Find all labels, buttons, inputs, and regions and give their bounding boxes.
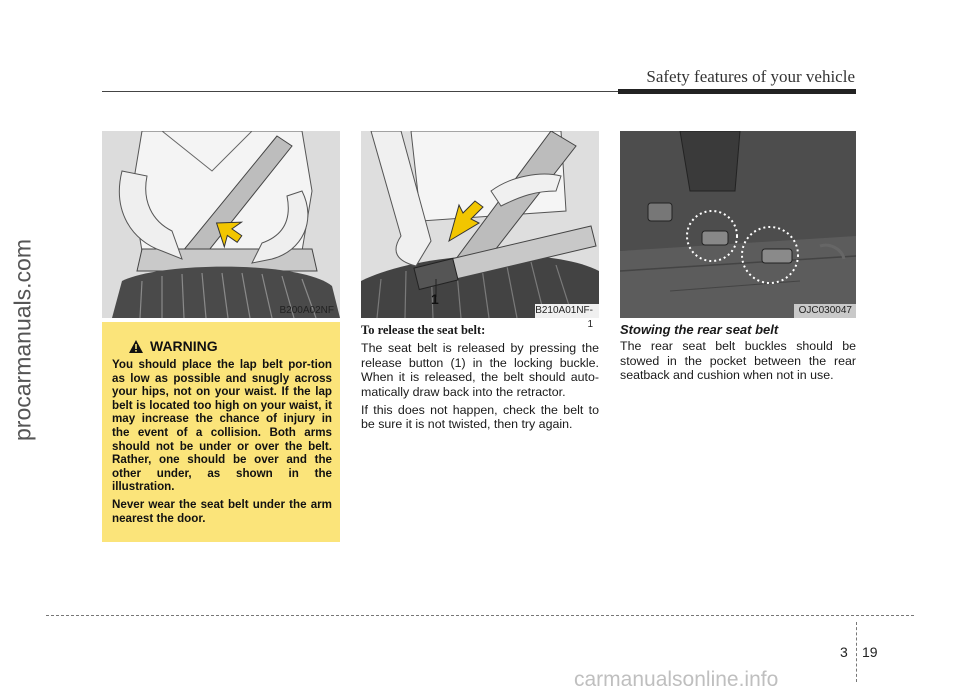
- illustration-rear-buckles: [620, 131, 856, 318]
- illustration-lap-belt: [102, 131, 340, 318]
- warning-paragraph: Never wear the seat belt under the arm nearest the door.: [112, 497, 332, 525]
- page-number: 19: [862, 644, 878, 660]
- illustration-release-belt: [361, 131, 599, 318]
- footer-rule: [46, 615, 914, 616]
- release-paragraph: If this does not happen, check the belt to be sure it is not twisted, then try again.: [361, 403, 599, 432]
- site-watermark: carmanualsonline.info: [574, 668, 779, 691]
- release-heading: To release the seat belt:: [361, 323, 486, 337]
- release-paragraph: The seat belt is released by pressing the release button (1) in the locking buckle. When it is released, the belt should auto-matically draw back into the retractor.: [361, 341, 599, 399]
- side-watermark-text: procarmanuals.com: [9, 239, 36, 441]
- illustration-caption-rear-buckles: OJC030047: [794, 304, 856, 318]
- release-section: [361, 323, 599, 436]
- callout-number: 1: [431, 291, 439, 307]
- header-rule-accent: [618, 89, 856, 94]
- stowing-paragraph: The rear seat belt buckles should be stowed in the pocket between the rear seatback and cushion when not in use.: [620, 339, 856, 383]
- warning-header: [128, 338, 332, 354]
- illustration-caption-lap-belt: B200A02NF: [279, 305, 334, 316]
- chapter-number: 3: [840, 644, 848, 660]
- warning-icon: [128, 339, 144, 354]
- stowing-section: [620, 323, 856, 387]
- illustration-caption-release-belt: B210A01NF-1: [535, 304, 599, 318]
- footer-divider: [856, 622, 857, 682]
- warning-title: WARNING: [150, 338, 218, 354]
- warning-box: [102, 322, 340, 542]
- side-watermark: [8, 160, 38, 520]
- stowing-heading: Stowing the rear seat belt: [620, 322, 779, 337]
- section-title: Safety features of your vehicle: [646, 67, 855, 86]
- warning-paragraph: You should place the lap belt por-tion as low as possible and snugly across your hips, not on your waist. If the lap belt is located too high on your waist, it may increase the chance of injury in the event of a collision. Both arms should not be under or over the belt. Rather, one should be over and the other under, as shown in the illustration.: [112, 358, 332, 494]
